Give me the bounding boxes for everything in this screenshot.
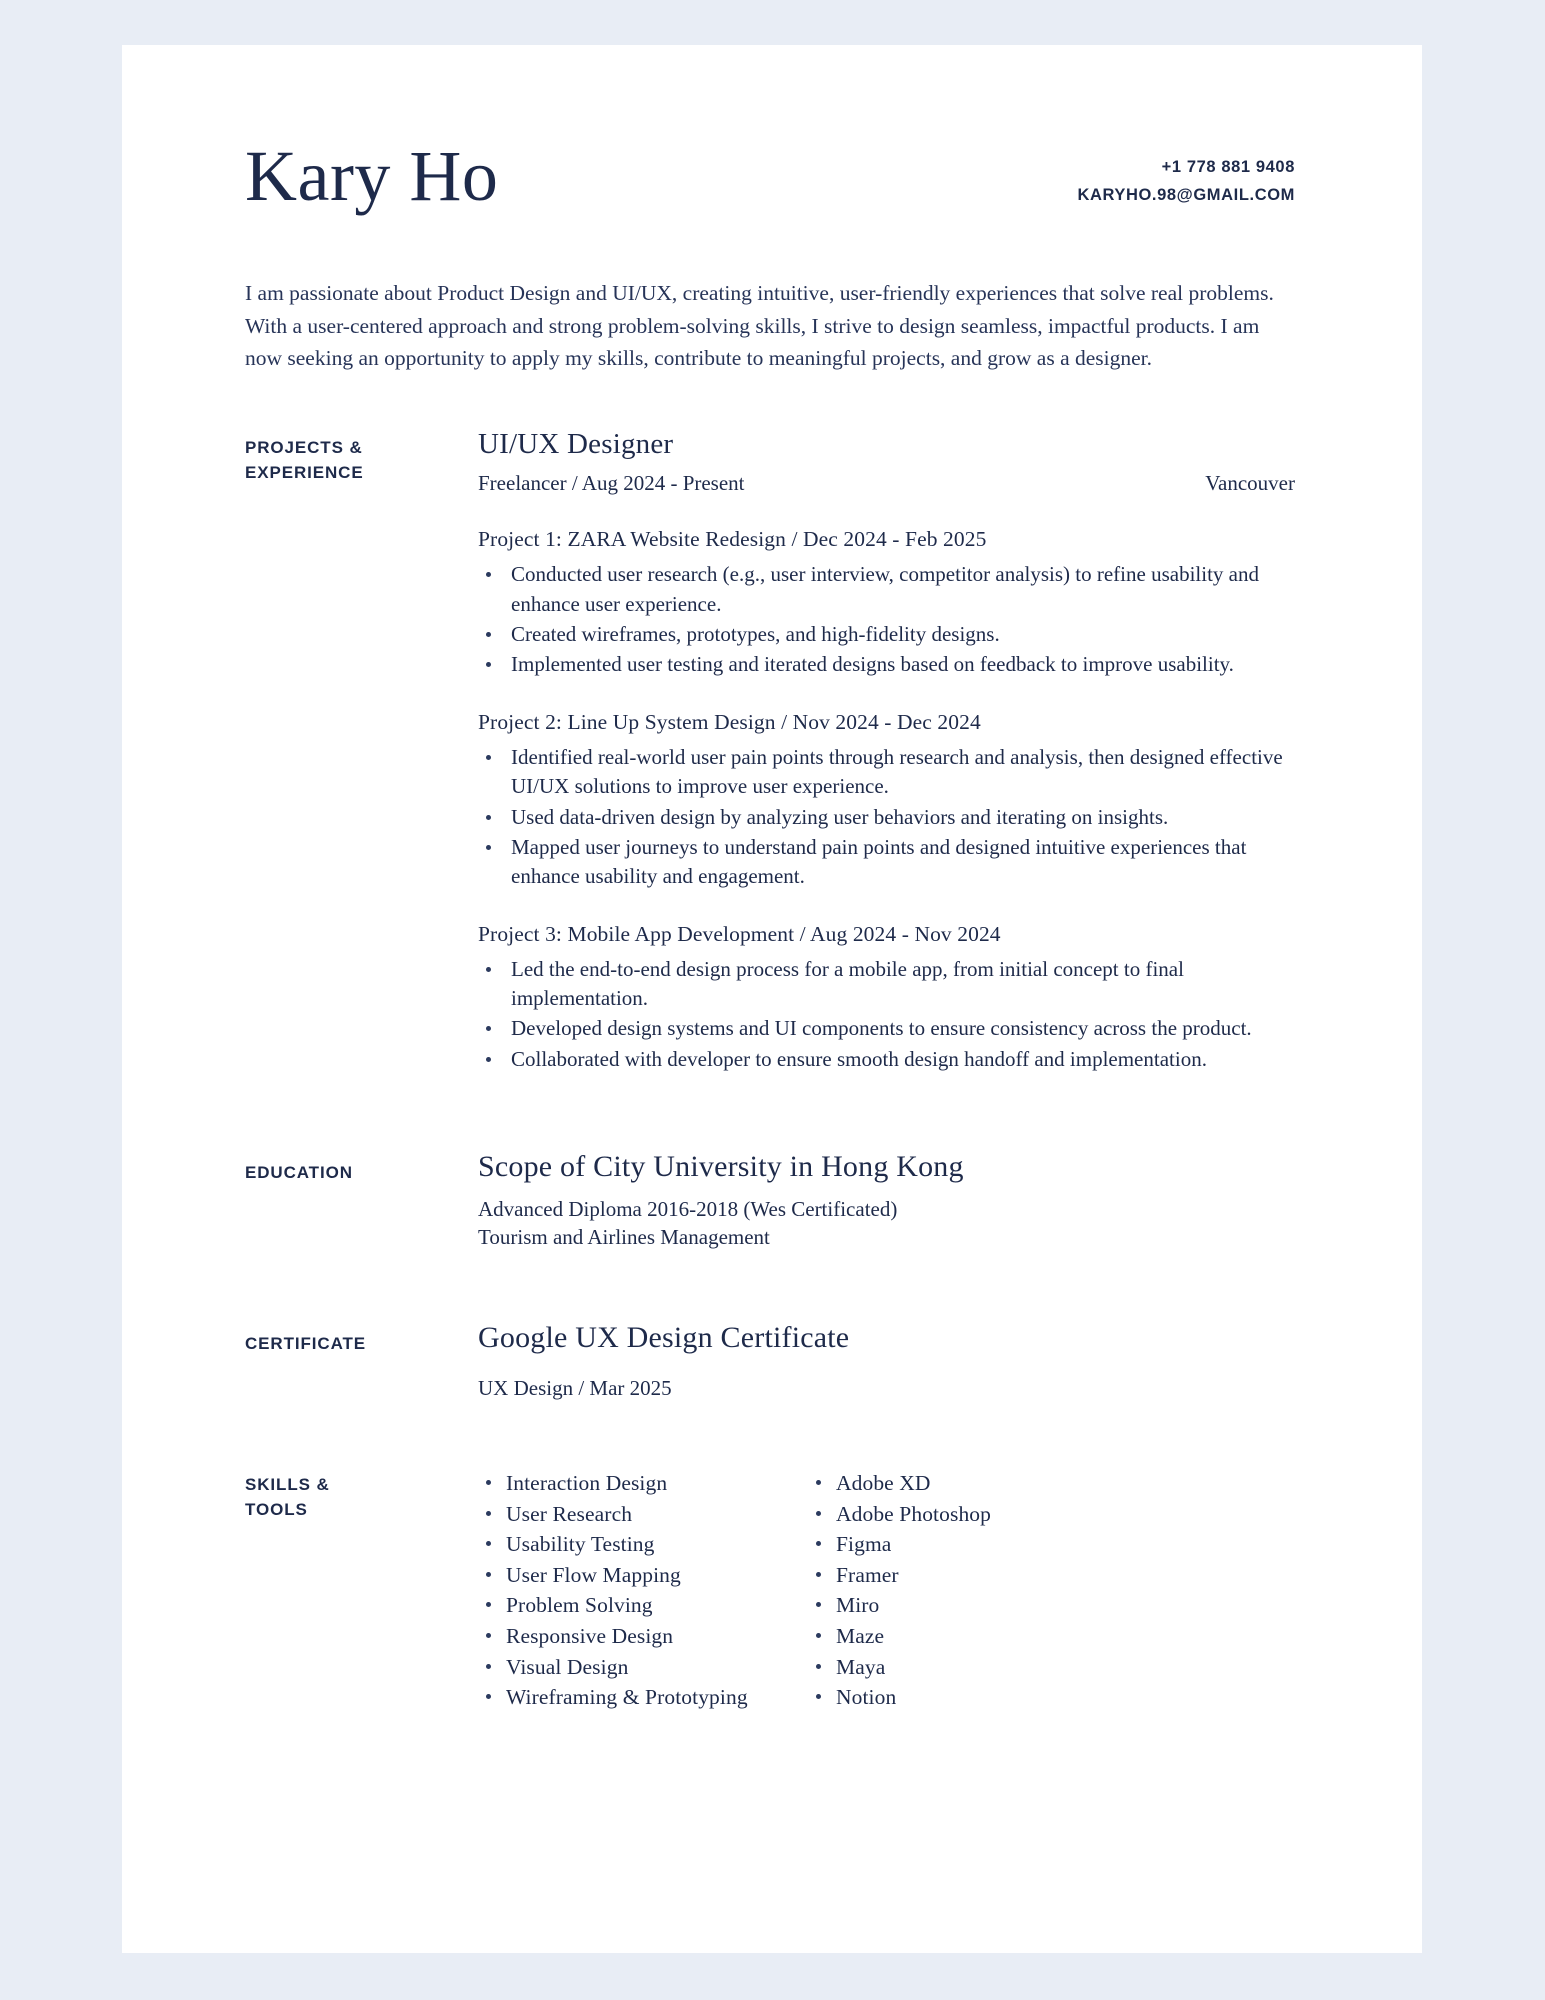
- skills-list: [478, 1468, 808, 1712]
- project-bullet: Collaborated with developer to ensure smooth design handoff and implementation.: [478, 1045, 1295, 1074]
- section-body-skills: [478, 1468, 1295, 1712]
- education-school: Scope of City University in Hong Kong: [478, 1150, 964, 1184]
- project-bullet-list: [478, 743, 1295, 892]
- section-label-certificate: CERTIFICATE: [245, 1334, 367, 1354]
- project-bullet: Developed design systems and UI components to ensure consistency across the product.: [478, 1014, 1295, 1043]
- section-certificate: [245, 1321, 1295, 1402]
- section-education: [245, 1150, 1295, 1251]
- tool-item: Adobe XD: [808, 1468, 1295, 1499]
- project-bullet: Led the end-to-end design process for a mobile app, from initial concept to final implementation.: [478, 955, 1295, 1014]
- tool-item: Notion: [808, 1682, 1295, 1713]
- project-bullet: Implemented user testing and iterated designs based on feedback to improve usability.: [478, 650, 1295, 679]
- project-bullet: Mapped user journeys to understand pain points and designed intuitive experiences that enhance usability and engagement.: [478, 833, 1295, 892]
- role-title: UI/UX Designer: [478, 428, 674, 461]
- page-title: Kary Ho: [245, 136, 499, 216]
- project-entry: [478, 526, 1295, 680]
- section-label-experience: [245, 428, 478, 485]
- resume-header: [245, 45, 1295, 230]
- section-body-education: [478, 1150, 1295, 1251]
- skill-item: Wireframing & Prototyping: [478, 1682, 808, 1713]
- section-experience: [245, 428, 1295, 1074]
- education-field: Tourism and Airlines Management: [478, 1225, 770, 1250]
- section-label-line-1: SKILLS &: [245, 1475, 330, 1495]
- skill-item: Usability Testing: [478, 1529, 808, 1560]
- skills-columns: [478, 1468, 1295, 1712]
- role-employer-dates: Freelancer / Aug 2024 - Present: [478, 471, 745, 496]
- section-skills: [245, 1468, 1295, 1712]
- section-label-skills: [245, 1468, 478, 1522]
- certificate-meta: UX Design / Mar 2025: [478, 1376, 672, 1401]
- phone-number[interactable]: +1 778 881 9408: [1161, 158, 1295, 176]
- project-bullet-list: [478, 955, 1295, 1075]
- role-location: Vancouver: [1205, 471, 1295, 496]
- project-bullet: Conducted user research (e.g., user interview, competitor analysis) to refine usability and enhance user experience.: [478, 560, 1295, 619]
- tools-list: [808, 1468, 1295, 1712]
- project-entry: [478, 709, 1295, 892]
- section-label-education: EDUCATION: [245, 1163, 353, 1183]
- skill-item: User Research: [478, 1499, 808, 1530]
- role-meta: [478, 470, 1295, 497]
- tool-item: Adobe Photoshop: [808, 1499, 1295, 1530]
- skill-item: Visual Design: [478, 1652, 808, 1683]
- project-bullet-list: [478, 560, 1295, 680]
- skill-item: Interaction Design: [478, 1468, 808, 1499]
- education-details: [478, 1195, 1295, 1251]
- skill-item: Responsive Design: [478, 1621, 808, 1652]
- contact-info: [1077, 153, 1295, 210]
- tool-item: Maze: [808, 1621, 1295, 1652]
- tool-item: Figma: [808, 1529, 1295, 1560]
- email-address[interactable]: KARYHO.98@GMAIL.COM: [1077, 186, 1295, 205]
- certificate-details: [478, 1374, 1295, 1402]
- resume-content: [245, 45, 1295, 1713]
- project-entry: [478, 921, 1295, 1075]
- section-label-line-2: TOOLS: [245, 1500, 308, 1520]
- project-bullet: Created wireframes, prototypes, and high-fidelity designs.: [478, 620, 1295, 649]
- project-bullet: Used data-driven design by analyzing user behaviors and iterating on insights.: [478, 803, 1295, 832]
- section-body-experience: [478, 428, 1295, 1074]
- resume-page: [122, 45, 1422, 1953]
- education-degree: Advanced Diploma 2016-2018 (Wes Certificated): [478, 1197, 898, 1222]
- tool-item: Miro: [808, 1590, 1295, 1621]
- skill-item: User Flow Mapping: [478, 1560, 808, 1591]
- project-title: Project 1: ZARA Website Redesign / Dec 2024 - Feb 2025: [478, 527, 987, 552]
- section-body-certificate: [478, 1321, 1295, 1402]
- section-label-line-1: PROJECTS &: [245, 438, 363, 458]
- professional-summary: I am passionate about Product Design and UI/UX, creating intuitive, user-friendly experiences that solve real problems. With a user-centered approach and strong problem-solving skills, I strive to design seamless, impactful products. I am now seeking an opportunity to apply my skills, contribute to meaningful projects, and grow as a designer.: [245, 281, 1274, 371]
- certificate-title: Google UX Design Certificate: [478, 1321, 850, 1355]
- project-title: Project 2: Line Up System Design / Nov 2024 - Dec 2024: [478, 709, 981, 734]
- tool-item: Maya: [808, 1652, 1295, 1683]
- section-label-line-2: EXPERIENCE: [245, 462, 364, 482]
- skill-item: Problem Solving: [478, 1590, 808, 1621]
- project-bullet: Identified real-world user pain points through research and analysis, then designed effective UI/UX solutions to improve user experience.: [478, 743, 1295, 802]
- tool-item: Framer: [808, 1560, 1295, 1591]
- project-title: Project 3: Mobile App Development / Aug 2024 - Nov 2024: [478, 921, 1001, 946]
